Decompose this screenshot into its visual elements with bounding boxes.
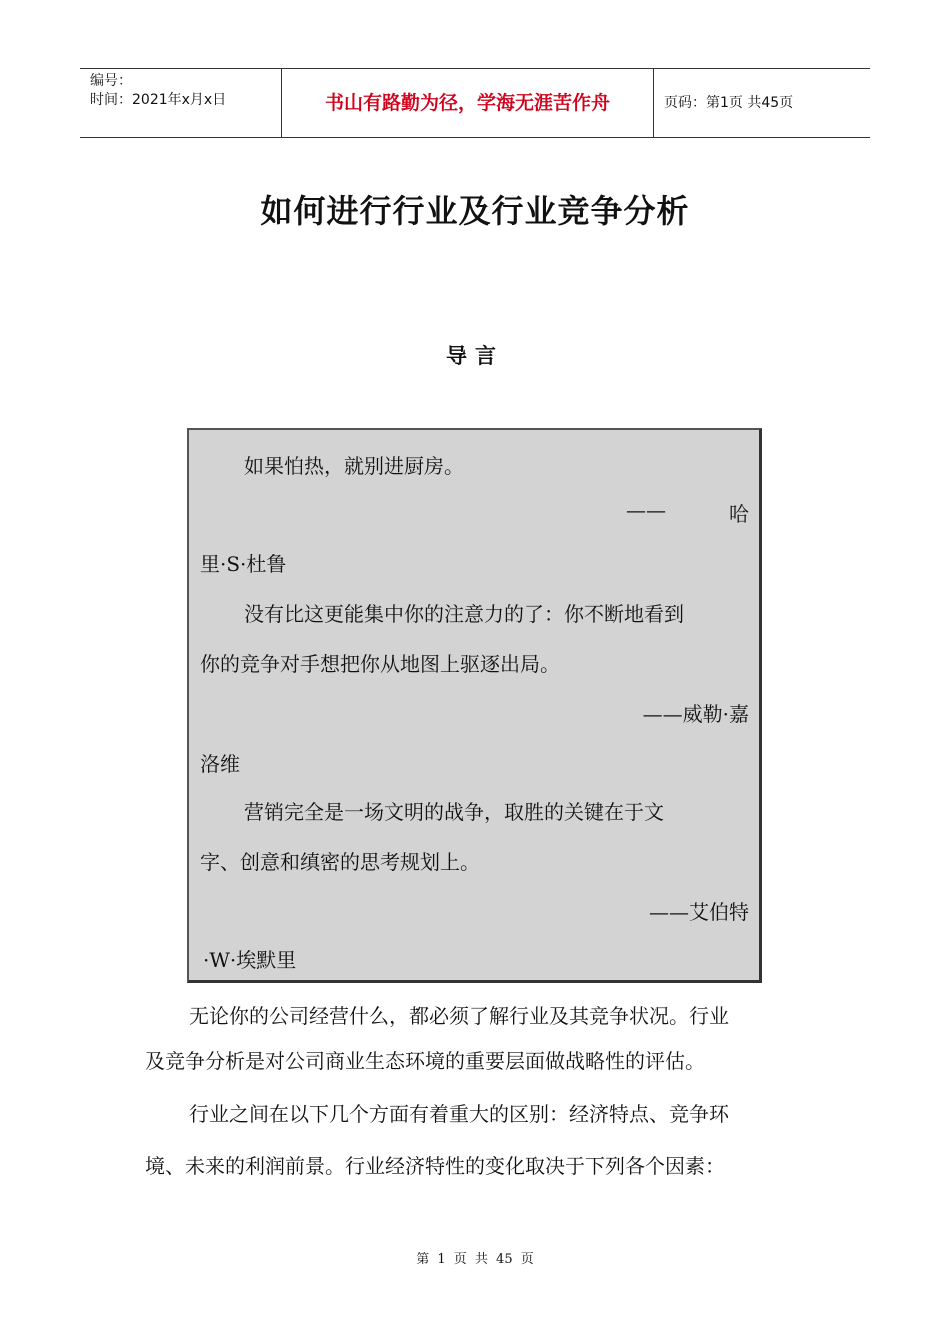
quote-text: 字、创意和缜密的思考规划上。	[200, 850, 480, 874]
quote-text: 营销完全是一场文明的战争，取胜的关键在于文	[244, 800, 664, 824]
page-header	[80, 68, 870, 138]
quote-author: ——艾伯特	[649, 900, 749, 924]
body-paragraph-line: 行业之间在以下几个方面有着重大的区别：经济特点、竞争环	[189, 1102, 729, 1126]
quote-author: 哈	[729, 502, 749, 526]
quote-text: 没有比这更能集中你的注意力的了：你不断地看到	[244, 602, 684, 626]
document-time-label: 时间：2021年x月x日	[90, 92, 227, 108]
body-paragraph-line: 境、未来的利润前景。行业经济特性的变化取决于下列各个因素：	[145, 1154, 725, 1178]
body-paragraph-line: 无论你的公司经营什么，都必须了解行业及其竞争状况。行业	[189, 1004, 729, 1028]
page-footer: 第 1 页 共 45 页	[416, 1252, 534, 1267]
quote-text: 你的竞争对手想把你从地图上驱逐出局。	[200, 652, 560, 676]
quote-author: ——威勒·嘉	[642, 702, 749, 726]
body-paragraph-line: 及竞争分析是对公司商业生态环境的重要层面做战略性的评估。	[145, 1049, 705, 1073]
quote-author: ·W·埃默里	[203, 948, 297, 972]
header-motto: 书山有路勤为径，学海无涯苦作舟	[282, 69, 654, 137]
quote-text: 如果怕热，就别进厨房。	[244, 454, 464, 478]
quote-author: 洛维	[200, 752, 240, 776]
document-title: 如何进行行业及行业竞争分析	[260, 192, 690, 230]
quote-dash: ——	[626, 498, 666, 522]
quote-box	[187, 428, 762, 983]
section-heading: 导言	[446, 343, 504, 368]
document-number-label: 编号：	[90, 73, 132, 89]
header-meta	[80, 69, 282, 137]
header-page-info: 页码：第1页 共45页	[664, 95, 794, 111]
quote-author: 里·S·杜鲁	[200, 552, 287, 576]
